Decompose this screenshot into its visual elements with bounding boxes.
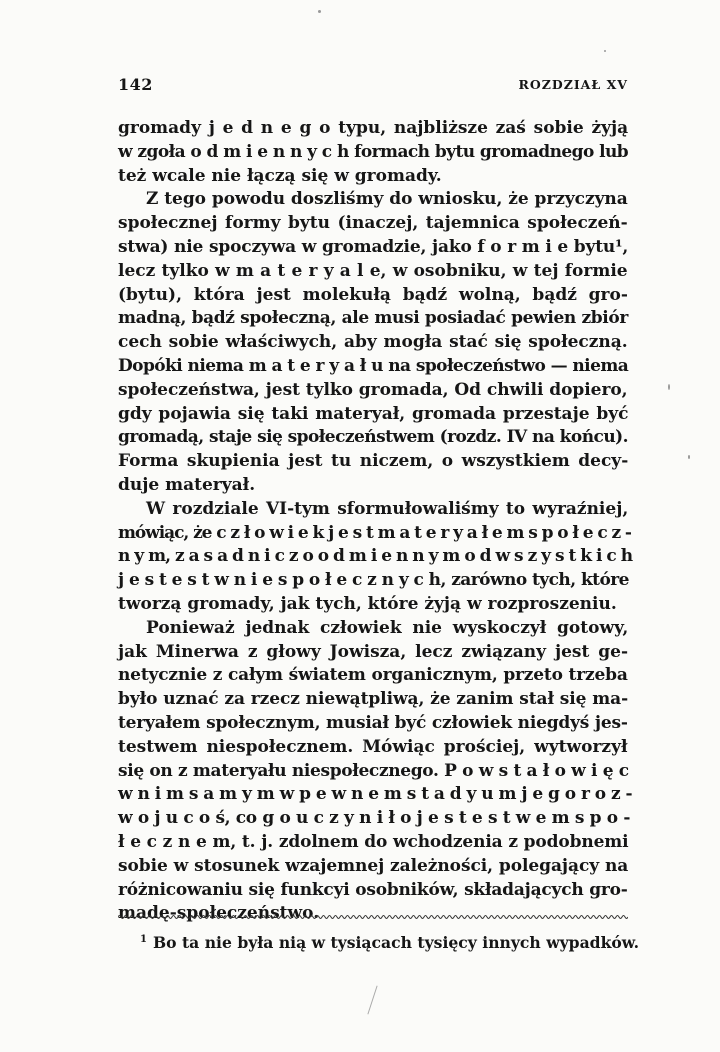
text-line: Ponieważ jednak człowiek nie wyskoczył gotowy, [146, 617, 629, 638]
text-line: gromadą, staje się społeczeństwem (rozdz. IV na końcu). [118, 427, 628, 448]
text-line: Forma skupienia jest tu niczem, o wszystkiem decy- [118, 451, 629, 472]
text-line: cech sobie właściwych, aby mogła stać się społeczną. [118, 332, 628, 353]
page-speck [668, 384, 670, 390]
page-speck [688, 455, 690, 459]
text-line: społecznej formy bytu (inaczej, tajemnica społeczeń- [118, 213, 628, 234]
text-line: też wcale nie łączą się w gromady. [118, 165, 442, 186]
footnote-mark: 1 [140, 934, 147, 945]
text-line: teryałem społecznym, musiał być człowiek niegdyś jes- [118, 712, 628, 733]
text-line: w n i m s a m y m w p e w n e m s t a d y u m j e g o r o z - [118, 784, 633, 805]
text-line: madę-społeczeństwo. [118, 903, 320, 924]
text-line: tworzą gromady, jak tych, które żyją w rozproszeniu. [118, 593, 617, 614]
text-line: testwem niespołecznem. Mówiąc prościej, wytworzył [118, 736, 628, 757]
text-line: było uznać za rzecz niewątpliwą, że zanim stał się ma- [118, 689, 629, 710]
text-line: społeczeństwa, jest tylko gromada, Od chwili dopiero, [118, 379, 628, 400]
footnote [140, 928, 640, 955]
text-line: gromady j e d n e g o typu, najbliższe zaś sobie żyją [118, 118, 629, 138]
text-line: w zgoła o d m i e n n y c h formach bytu gromadnego lub [118, 141, 629, 162]
page-speck [604, 50, 606, 52]
body-text [118, 117, 633, 926]
page-number: 142 [118, 75, 153, 94]
text-line: różnicowaniu się funkcyi osobników, składających gro- [118, 879, 628, 900]
text-line: duje materyał. [118, 474, 256, 495]
text-line: stwa) nie spoczywa w gromadzie, jako f o r m i e bytu¹, [118, 236, 629, 257]
text-line: w o j u c o ś, co g o u c z y n i ł o j e s t e s t w e m s p o - [118, 808, 631, 829]
text-line: Dopóki niema m a t e r y a ł u na społeczeństwo — niema [118, 355, 629, 376]
text-line: Z tego powodu doszliśmy do wniosku, że przyczyna [146, 189, 628, 210]
text-line: lecz tylko w m a t e r y a l e, w osobniku, w tej formie [118, 260, 628, 281]
text-line: netycznie z całym światem organicznym, przeto trzeba [118, 665, 628, 686]
text-line: sobie w stosunek wzajemnej zależności, polegający na [118, 855, 629, 876]
text-line: W rozdziale VI-tym sformułowaliśmy to wyraźniej, [146, 498, 629, 519]
text-line: j e s t e s t w n i e s p o ł e c z n y c h, zarówno tych, które [118, 570, 629, 591]
text-line: (bytu), która jest molekułą bądź wolną, bądź gro- [118, 284, 628, 305]
text-line: jak Minerwa z głowy Jowisza, lecz związany jest ge- [118, 641, 629, 662]
text-line: n y m, z a s a d n i c z o o d m i e n n y m o d w s z y s t k i c h [118, 546, 633, 567]
text-line: gdy pojawia się taki materyał, gromada przestaje być [118, 403, 629, 424]
page-header [118, 75, 628, 99]
running-head: ROZDZIAŁ XV [518, 77, 628, 92]
page-speck [367, 986, 377, 1015]
text-line: się on z materyału niespołecznego. P o w s t a ł o w i ę c [118, 760, 629, 781]
text-line: mówiąc, że c z ł o w i e k j e s t m a t e r y a ł e m s p o ł e c z - [118, 522, 631, 543]
footnote-text: Bo ta nie była nią w tysiącach tysięcy innych wypadków. [152, 933, 640, 953]
page-speck [318, 10, 321, 13]
footnote-separator [118, 913, 628, 921]
text-line: madną, bądź społeczną, ale musi posiadać pewien zbiór [118, 308, 628, 329]
text-line: ł e c z n e m, t. j. zdolnem do wchodzenia z podobnemi [118, 831, 629, 852]
